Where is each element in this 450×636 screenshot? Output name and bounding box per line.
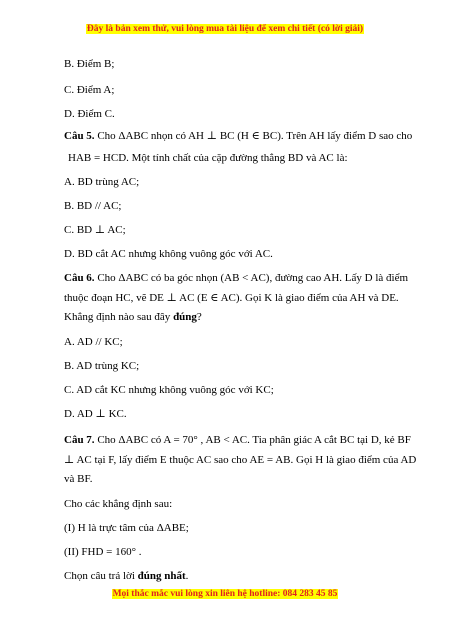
q4-option-b: B. Điểm B; bbox=[64, 58, 115, 70]
q6-option-c: C. AD cắt KC nhưng không vuông góc với KC; bbox=[64, 384, 274, 396]
q4-option-d: D. Điểm C. bbox=[64, 108, 115, 120]
q6-option-b: B. AD trùng KC; bbox=[64, 360, 140, 372]
q6-option-a: A. AD // KC; bbox=[64, 336, 123, 348]
question-7-intro: Cho các khẳng định sau: bbox=[64, 498, 173, 510]
preview-banner: Đây là bản xem thử, vui lòng mua tài liệu để xem chi tiết (có lời giải) bbox=[86, 24, 364, 34]
q5-option-b: B. BD // AC; bbox=[64, 200, 122, 212]
q6-option-d: D. AD ⊥ KC. bbox=[64, 408, 127, 420]
question-7-statement-2: (II) FHD = 160° . bbox=[64, 546, 142, 558]
q4-option-c: C. Điểm A; bbox=[64, 84, 115, 96]
question-7-line-3: và BF. bbox=[64, 473, 93, 485]
question-6-line-3: Khẳng định nào sau đây đúng? bbox=[64, 311, 202, 323]
hotline-banner: Mọi thắc mắc vui lòng xin liên hệ hotline: 084 283 45 85 bbox=[112, 589, 338, 599]
q5-option-c: C. BD ⊥ AC; bbox=[64, 224, 126, 236]
q5-option-a: A. BD trùng AC; bbox=[64, 176, 140, 188]
question-7-line-2: ⊥ AC tại F, lấy điểm E thuộc AC sao cho AE = AB. Gọi H là giao điểm của AD bbox=[64, 454, 417, 466]
question-5-line-2: HAB = HCD. Một tính chất của cặp đường thẳng BD và AC là: bbox=[68, 152, 348, 164]
question-6-line-2: thuộc đoạn HC, vẽ DE ⊥ AC (E ∈ AC). Gọi K là giao điểm của AH và DE. bbox=[64, 292, 399, 304]
question-5-line-1: Câu 5. Cho ΔABC nhọn có AH ⊥ BC (H ∈ BC). Trên AH lấy điểm D sao cho bbox=[64, 130, 413, 142]
question-6-line-1: Câu 6. Cho ΔABC có ba góc nhọn (AB < AC), đường cao AH. Lấy D là điểm bbox=[64, 272, 409, 284]
q5-option-d: D. BD cắt AC nhưng không vuông góc với AC. bbox=[64, 248, 273, 260]
question-7-line-1: Câu 7. Cho ΔABC có A = 70° , AB < AC. Tia phân giác A cắt BC tại D, kẻ BF bbox=[64, 434, 411, 446]
question-7-instruction: Chọn câu trả lời đúng nhất. bbox=[64, 570, 189, 582]
question-7-statement-1: (I) H là trực tâm của ΔABE; bbox=[64, 522, 189, 534]
